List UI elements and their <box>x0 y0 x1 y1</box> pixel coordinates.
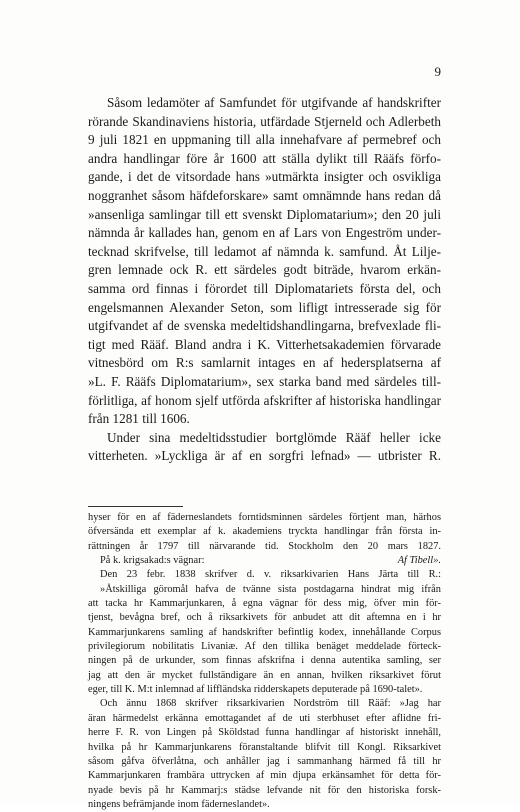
footnote-divider <box>88 506 183 507</box>
footnote-line: Och ännu 1868 skrifver riksarkivarien Nordström till Rääf: »Jag har <box>100 698 441 710</box>
text-line: Under sina medeltidsstudier bortglömde Rääf heller icke <box>107 429 441 445</box>
footnote-line: »Åtskilliga göromål hafva de tvänne sista postdagarna hindrat mig ifrån <box>100 583 441 595</box>
text-line: andra handlingar före år 1600 att ställa dylikt till Rääfs förfo- <box>88 150 441 166</box>
footnote-line: såsom gåfva öfverlåtna, och anhåller jag i sammanhang härmed få till hr <box>88 755 441 767</box>
text-line: utgifvandet af de svenska medeltidshandlingarna, brefvexlade fli- <box>88 318 441 334</box>
footnote-line: hyser för en af fäderneslandets forntidsminnen särdeles förtjent man, härhos <box>88 512 441 523</box>
footnote-signature: Af Tibell». <box>397 555 441 567</box>
footnote-line: tjenst, bevågna bref, och å riksarkivets för anbudet att dit aftemna en i hr <box>88 612 441 624</box>
text-line: »ansenliga samlingar till ett svenskt Diplomatarium»; den 20 juli <box>88 206 441 222</box>
footnote-line: att tacka hr Kammarjunkaren, å egna vägnar för dess mig, öfver min för- <box>88 598 441 610</box>
text-line: noggranhet såsom häfdeforskare» samt omnämnde hans redan då <box>88 187 441 203</box>
footnote-signature-prefix: På k. krigsakad:s vägnar: <box>100 555 205 567</box>
text-line: nämnda år kallades han, genom en af Lars von Engeström under- <box>88 225 441 241</box>
footnote-line: ningens befrämjande inom fäderneslandet». <box>88 798 270 810</box>
footnote-line: äran härmedelst erkänna emottagandet af de uti sterbhuset efter aflidne fri- <box>88 712 441 724</box>
text-line: Såsom ledamöter af Samfundet för utgifvande af handskrifter <box>107 95 441 110</box>
footnote-signature-line <box>88 554 441 568</box>
footnote-line: privilegiorum nobilitatis Livaniæ. Af den tillika benäget meddelade förteck- <box>88 641 441 653</box>
footnote-line: hvilka på hr Kammarjunkarens föranstaltande blifvit till Kongl. Riksarkivet <box>88 741 441 753</box>
text-line: gande, i det de vitsordade hans »utmärkta insigter och osvikliga <box>88 169 441 185</box>
footnote-line: nyade bevis på hr Kammarj:s städse lefvande nit för den historiska forsk- <box>88 784 441 796</box>
footnotes <box>88 511 441 812</box>
text-line: rörande Skandinaviens historia, utfärdade Stjerneld och Adlerbeth <box>88 113 441 129</box>
footnote-line: eger, till K. M:t inlemnad af liffländska ridderskapets deputerade på 1690-talet». <box>88 684 423 696</box>
footnote-line: Kammarjunkarens samling af handskrifter befintlig kodex, innehållande Corpus <box>88 626 441 638</box>
text-line: förlitliga, af honom sjelf utförda afskrifter af historiska handlingar <box>88 392 441 408</box>
main-text <box>88 94 441 466</box>
footnote-line: ningen på de urkunder, som finnas afskrifna i denna autentika samling, ser <box>88 655 441 667</box>
text-line: från 1281 till 1606. <box>88 411 190 427</box>
text-line: vitterheten. »Lyckliga är af en sorgfri lefnad» — utbrister R. <box>88 448 441 464</box>
text-line: engelsmannen Alexander Seton, som lifligt intresserade sig för <box>88 299 441 315</box>
footnote-line: öfversända ett exemplar af k. akademiens tryckta handlingar från första in- <box>88 526 441 538</box>
text-line: tigt med Rääf. Bland andra i K. Vitterhetsakademien förvarade <box>88 336 441 352</box>
text-line: 9 juli 1821 en uppmaning till alla innehafvare af permebref och <box>88 132 441 148</box>
text-line: vitnesbörd om R:s samlarnit intages en af hedersplatserna af <box>88 355 441 371</box>
footnote-line: Den 23 febr. 1838 skrifver d. v. riksarkivarien Hans Järta till R.: <box>100 569 441 581</box>
footnote-line: rättningen år 1797 till närvarande tid. Stockholm den 20 mars 1827. <box>88 540 441 552</box>
text-line: »L. F. Rääfs Diplomatarium», sex starka band med särdeles till- <box>88 373 441 389</box>
text-line: samma ord finnas i förordet till Diplomatariets första del, och <box>88 280 441 296</box>
footnote-line: Kammarjunkaren frambära uttrycken af min djupa erkänsamhet för detta för- <box>88 770 441 782</box>
footnote-line: jag att den är mycket fullständigare än en annan, hvilken riksarkivet förut <box>88 669 441 681</box>
page-number: 9 <box>434 64 441 79</box>
text-line: tecknad skrifvelse, till ledamot af nämnda k. samfund. Åt Lilje- <box>88 243 441 259</box>
text-line: gren lemnade ock R. ett särdeles godt biträde, hvarom erkän- <box>88 262 441 278</box>
footnote-line: herre F. R. von Lingen på Sköldstad funna handlingar af historiskt innehåll, <box>88 727 441 739</box>
